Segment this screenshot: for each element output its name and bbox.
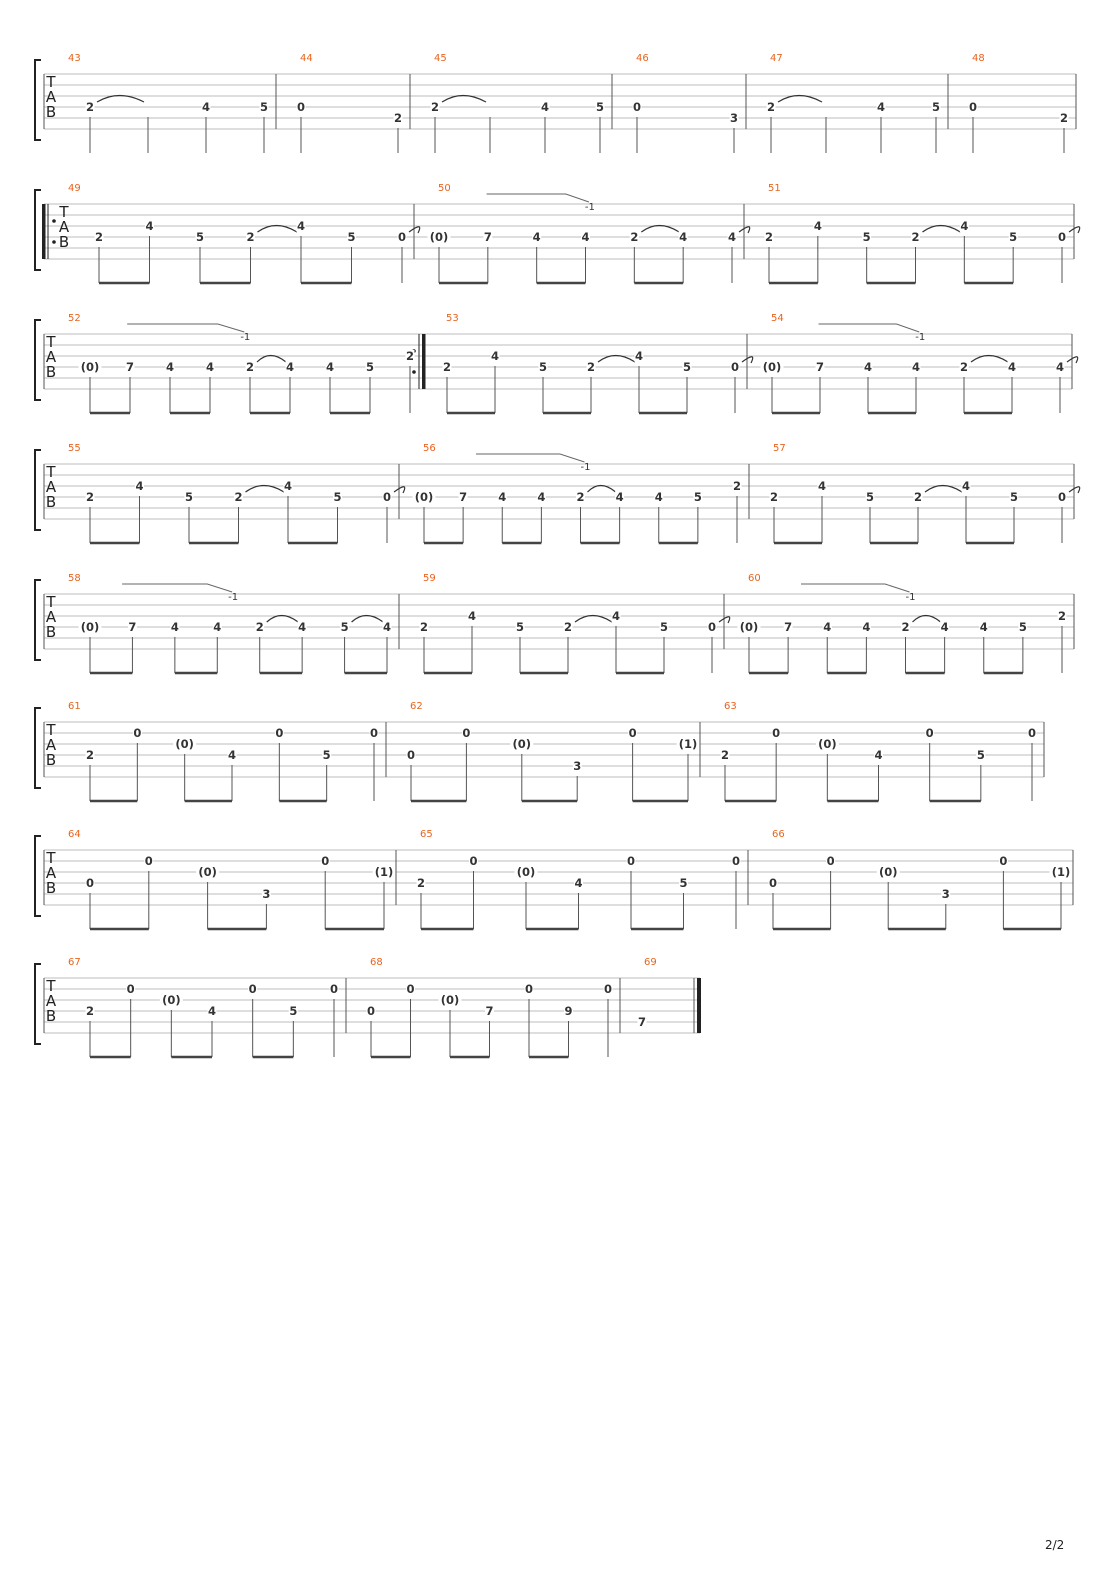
tab-clef-letter: T [46,849,56,867]
measure [68,957,346,1057]
measure-number: 63 [724,701,737,712]
measure [770,443,1080,543]
measure-number: 62 [410,701,423,712]
fret-number: 4 [296,219,306,233]
fret-number: 2 [764,230,774,244]
measure [969,53,1077,153]
measure-number: 54 [771,313,784,324]
fret-number: (1) [1051,865,1071,879]
fret-number: 0 [406,982,415,996]
tab-clef-letter: A [58,218,70,236]
fret-number: 4 [727,230,737,244]
tab-clef-letter: T [46,721,56,739]
fret-number: 2 [586,360,596,374]
measure [738,573,1075,673]
measure [68,573,399,673]
fret-number: (0) [762,360,782,374]
fret-number: 7 [483,230,492,244]
measure-number: 51 [768,183,781,194]
fret-number: 0 [524,982,534,996]
fret-number: 4 [979,620,988,634]
fret-number: 4 [876,100,886,114]
fret-number: (0) [512,737,532,751]
fret-number: 4 [615,490,624,504]
system-bracket [35,964,41,1044]
fret-number: 4 [205,360,215,374]
measure-number: 55 [68,443,81,454]
fret-number: 0 [248,982,257,996]
measure [68,53,276,153]
tab-system [35,53,1076,153]
fret-number: 5 [365,360,375,374]
fret-number: 4 [581,230,590,244]
fret-number: 5 [184,490,194,504]
tab-clef-letter: B [45,363,57,381]
fret-number: 5 [659,620,669,634]
fret-number: 5 [1009,490,1019,504]
measure-number: 65 [420,829,433,840]
fret-number: 2 [901,620,910,634]
fret-number: 2 [911,230,920,244]
measure [420,573,730,673]
fret-number: 4 [813,219,822,233]
measure-number: 45 [434,53,447,64]
fret-number: 7 [125,360,135,374]
fret-number: 2 [720,748,730,762]
tab-clef-letter: T [46,463,56,481]
fret-number: 4 [382,620,392,634]
fret-number: 0 [925,726,934,740]
measure [431,53,613,153]
measure [68,443,405,543]
system-bracket [35,320,41,400]
fret-number: 4 [165,360,175,374]
fret-number: 0 [772,726,781,740]
tab-clef-letter: A [45,608,57,626]
measure [417,829,749,929]
repeat-dot [52,219,56,223]
tab-clef-letter: T [46,977,56,995]
whammy-line [819,324,920,332]
fret-number: (0) [80,620,100,634]
whammy-label: -1 [584,202,595,213]
tab-clef-letter: A [45,348,57,366]
fret-number: 2 [732,479,742,493]
fret-number: 4 [498,490,507,504]
tab-clef-letter: T [46,593,56,611]
fret-number: 2 [766,100,776,114]
fret-number: 9 [564,1004,573,1018]
fret-number: 5 [865,490,875,504]
whammy-label: -1 [905,592,916,603]
fret-number: 4 [961,479,971,493]
fret-number: 0 [730,360,740,374]
repeat-end-thick-bar [422,334,426,389]
fret-number: 2 [1057,609,1067,623]
measure-number: 64 [68,829,81,840]
measure [407,701,701,801]
whammy-line [122,584,232,592]
fret-number: 0 [603,982,613,996]
system-bracket [35,580,41,660]
fret-number: 5 [682,360,692,374]
fret-number: 5 [340,620,349,634]
fret-number: 5 [1018,620,1027,634]
fret-number: 5 [931,100,941,114]
tab-clef-letter: B [45,879,57,897]
fret-number: 4 [537,490,546,504]
fret-number: 4 [170,620,179,634]
system-bracket [35,190,41,270]
fret-number: 3 [262,887,271,901]
fret-number: 2 [246,230,255,244]
fret-number: 2 [85,100,95,114]
tab-clef-letter: B [45,623,57,641]
measure [413,443,750,543]
measure-number: 61 [68,701,81,712]
fret-number: 7 [128,620,137,634]
tab-clef-letter: B [45,493,57,511]
tab-system [35,443,1080,543]
fret-number: (0) [429,230,449,244]
tab-system [35,183,1080,283]
fret-number: 4 [285,360,295,374]
tab-system [35,829,1073,929]
repeat-dot [412,370,416,374]
fret-number: 2 [959,360,969,374]
fret-number: 4 [863,360,873,374]
fret-number: 0 [126,982,135,996]
measure-number: 68 [370,957,383,968]
fret-number: 2 [630,230,639,244]
fret-number: 2 [430,100,440,114]
measure-number: 57 [773,443,786,454]
fret-number: (0) [414,490,434,504]
fret-number: 2 [255,620,264,634]
fret-number: 3 [573,759,582,773]
measure [765,183,1080,283]
measure-number: 47 [770,53,783,64]
measure-number: 69 [644,957,657,968]
measure-number: 58 [68,573,81,584]
measure-number: 66 [772,829,785,840]
fret-number: 2 [576,490,585,504]
fret-number: 4 [135,479,144,493]
whammy-line [487,194,589,202]
fret-number: 0 [144,854,153,868]
fret-number: (0) [198,865,217,879]
fret-number: 2 [769,490,779,504]
fret-number: 0 [768,876,778,890]
fret-number: 0 [1027,726,1037,740]
fret-number: 4 [540,100,550,114]
fret-number: 7 [637,1015,647,1029]
fret-number: 2 [85,490,95,504]
fret-number: 4 [207,1004,217,1018]
fret-number: 2 [416,876,426,890]
fret-number: 4 [213,620,222,634]
fret-number: 2 [563,620,573,634]
fret-number: 3 [941,887,950,901]
tab-clef-letter: A [45,736,57,754]
fret-number: (0) [878,865,898,879]
page-number: 2/2 [1045,1538,1065,1552]
fret-number: 0 [826,854,835,868]
tab-system [35,957,701,1057]
tab-clef-letter: B [45,751,57,769]
fret-number: 0 [1057,490,1067,504]
measure-number: 59 [423,573,436,584]
fret-number: (0) [80,360,100,374]
fret-number: 0 [321,854,330,868]
fret-number: 0 [626,854,636,868]
measure [68,829,396,929]
fret-number: 2 [85,1004,95,1018]
fret-number: 4 [467,609,477,623]
fret-number: 5 [976,748,985,762]
fret-number: 5 [1009,230,1018,244]
measure-number: 67 [68,957,81,968]
tab-clef-letter: A [45,992,57,1010]
fret-number: 2 [442,360,452,374]
measure [297,53,411,153]
fret-number: 2 [85,748,95,762]
measure-number: 60 [748,573,761,584]
fret-number: 0 [628,726,637,740]
fret-number: 2 [405,349,415,363]
repeat-dot [52,240,56,244]
fret-number: 5 [679,876,688,890]
measure [769,829,1074,929]
fret-number: 4 [817,479,827,493]
measure [428,183,750,283]
measure [68,313,426,413]
fret-number: 5 [515,620,525,634]
system-bracket [35,836,41,916]
fret-number: 4 [1055,360,1065,374]
fret-number: 4 [874,748,883,762]
fret-number: 3 [729,111,739,125]
measure [633,53,747,153]
fret-number: 2 [913,490,923,504]
whammy-label: -1 [240,332,251,343]
measure-number: 43 [68,53,81,64]
fret-number: 5 [862,230,871,244]
whammy-label: -1 [580,462,591,473]
fret-number: (0) [818,737,837,751]
fret-number: 7 [459,490,468,504]
fret-number: 2 [393,111,403,125]
fret-number: 4 [283,479,293,493]
fret-number: 2 [419,620,429,634]
fret-number: 5 [693,490,702,504]
fret-number: 0 [329,982,339,996]
whammy-line [476,454,585,462]
system-bracket [35,450,41,530]
fret-number: 4 [611,609,621,623]
final-thick-barline [697,978,701,1033]
fret-number: 0 [1057,230,1067,244]
fret-number: 4 [1007,360,1017,374]
fret-number: 0 [406,748,416,762]
fret-number: 0 [296,100,306,114]
measure-number: 46 [636,53,649,64]
measure-number: 44 [300,53,313,64]
tab-system [35,313,1078,413]
measure-number: 56 [423,443,436,454]
tab-clef-letter: A [45,478,57,496]
fret-number: 4 [634,349,644,363]
fret-number: 2 [234,490,243,504]
fret-number: 5 [595,100,605,114]
measure-number: 49 [68,183,81,194]
tab-clef-letter: A [45,88,57,106]
fret-number: 4 [298,620,307,634]
fret-number: 2 [94,230,104,244]
fret-number: 5 [289,1004,298,1018]
repeat-start-thick-bar [42,204,46,259]
fret-number: 4 [679,230,688,244]
measure [68,183,420,283]
fret-number: 7 [784,620,793,634]
fret-number: 5 [347,230,356,244]
measure [367,957,621,1057]
fret-number: 5 [322,748,331,762]
fret-number: 4 [862,620,871,634]
tab-clef-letter: B [45,103,57,121]
fret-number: 5 [333,490,342,504]
fret-number: (0) [175,737,194,751]
tab-clef-letter: T [46,333,56,351]
whammy-line [801,584,910,592]
fret-number: 4 [940,620,949,634]
fret-number: 4 [227,748,237,762]
fret-number: (1) [374,865,394,879]
fret-number: 4 [325,360,335,374]
fret-number: 2 [1059,111,1069,125]
fret-number: (1) [678,737,698,751]
fret-number: 0 [632,100,642,114]
fret-number: 0 [382,490,392,504]
measure-number: 52 [68,313,81,324]
fret-number: 4 [201,100,211,114]
system-bracket [35,60,41,140]
fret-number: 4 [145,219,154,233]
tab-clef-letter: B [45,1007,57,1025]
whammy-line [127,324,244,332]
tab-system [35,701,1044,801]
measure-number: 50 [438,183,451,194]
fret-number: 0 [85,876,95,890]
fret-number: 0 [397,230,407,244]
tab-clef-letter: A [45,864,57,882]
measure [761,313,1078,413]
measure [68,701,386,801]
tab-clef-letter: T [46,73,56,91]
measure [767,53,949,153]
fret-number: 7 [485,1004,494,1018]
fret-number: 7 [815,360,825,374]
fret-number: 4 [654,490,663,504]
fret-number: 5 [538,360,548,374]
tab-system [35,573,1074,673]
fret-number: 0 [731,854,741,868]
fret-number: 5 [195,230,205,244]
fret-number: 2 [245,360,255,374]
fret-number: 0 [133,726,142,740]
fret-number: (0) [440,993,460,1007]
whammy-label: -1 [915,332,926,343]
measure-number: 53 [446,313,459,324]
fret-number: 0 [275,726,284,740]
fret-number: 5 [259,100,269,114]
fret-number: 4 [574,876,583,890]
tab-clef-letter: T [59,203,69,221]
fret-number: 0 [366,1004,376,1018]
whammy-label: -1 [228,592,239,603]
measure-number: 48 [972,53,985,64]
fret-number: 4 [823,620,832,634]
fret-number: (0) [162,993,181,1007]
fret-number: 0 [462,726,471,740]
tab-clef-letter: B [58,233,70,251]
fret-number: 0 [707,620,717,634]
system-bracket [35,708,41,788]
fret-number: (0) [516,865,536,879]
fret-number: 4 [532,230,541,244]
fret-number: 4 [960,219,969,233]
fret-number: 0 [369,726,379,740]
fret-number: 0 [469,854,478,868]
fret-number: (0) [739,620,759,634]
measure [443,313,753,413]
measure [721,701,1045,801]
fret-number: 4 [490,349,500,363]
fret-number: 4 [911,360,921,374]
fret-number: 0 [999,854,1008,868]
fret-number: 0 [968,100,978,114]
